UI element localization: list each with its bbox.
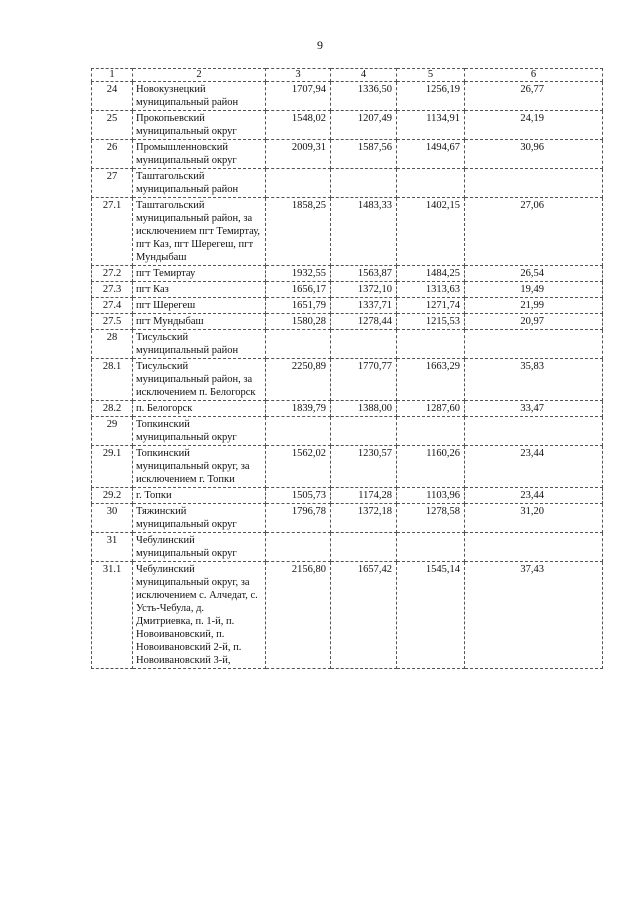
column-header: 5: [397, 69, 465, 82]
value-cell-col6: 21,99: [465, 298, 603, 314]
row-number-cell: 29.2: [92, 488, 133, 504]
value-cell-col4: [331, 330, 397, 359]
value-cell-col4: 1174,28: [331, 488, 397, 504]
column-header: 1: [92, 69, 133, 82]
value-cell-col3: 2009,31: [266, 140, 331, 169]
value-cell-col5: 1256,19: [397, 82, 465, 111]
value-cell-col5: 1215,53: [397, 314, 465, 330]
row-number-cell: 27: [92, 169, 133, 198]
value-cell-col3: [266, 417, 331, 446]
table-row: [92, 401, 603, 417]
value-cell-col3: 1839,79: [266, 401, 331, 417]
value-cell-col3: [266, 533, 331, 562]
value-cell-col6: 26,77: [465, 82, 603, 111]
municipality-name-cell: Таштагольский муниципальный район, за исключением пгт Темиртау, пгт Каз, пгт Шерегеш, пгт Мундыбаш: [133, 198, 266, 266]
table-header-row: [92, 69, 603, 82]
value-cell-col6: 23,44: [465, 488, 603, 504]
table-row: [92, 169, 603, 198]
row-number-cell: 27.4: [92, 298, 133, 314]
value-cell-col6: [465, 169, 603, 198]
row-number-cell: 28.2: [92, 401, 133, 417]
row-number-cell: 27.1: [92, 198, 133, 266]
value-cell-col3: 1932,55: [266, 266, 331, 282]
value-cell-col5: [397, 417, 465, 446]
value-cell-col5: 1287,60: [397, 401, 465, 417]
value-cell-col5: 1278,58: [397, 504, 465, 533]
row-number-cell: 28: [92, 330, 133, 359]
value-cell-col4: 1230,57: [331, 446, 397, 488]
municipality-name-cell: пгт Темиртау: [133, 266, 266, 282]
value-cell-col5: 1160,26: [397, 446, 465, 488]
value-cell-col4: [331, 417, 397, 446]
value-cell-col3: [266, 169, 331, 198]
value-cell-col4: 1657,42: [331, 562, 397, 669]
municipality-name-cell: Промышленновский муниципальный округ: [133, 140, 266, 169]
row-number-cell: 29.1: [92, 446, 133, 488]
municipality-name-cell: Чебулинский муниципальный округ, за исключением с. Алчедат, с. Усть-Чебула, д. Дмитриевка, п. 1-й, п. Новоивановский, п. Новоивановский 2-й, п. Новоивановский 3-й,: [133, 562, 266, 669]
table-row: [92, 140, 603, 169]
table-row: [92, 446, 603, 488]
row-number-cell: 25: [92, 111, 133, 140]
value-cell-col6: 33,47: [465, 401, 603, 417]
value-cell-col6: 24,19: [465, 111, 603, 140]
value-cell-col3: 2156,80: [266, 562, 331, 669]
value-cell-col4: 1336,50: [331, 82, 397, 111]
municipality-name-cell: Прокопьевский муниципальный округ: [133, 111, 266, 140]
column-header: 6: [465, 69, 603, 82]
table-row: [92, 504, 603, 533]
table-row: [92, 314, 603, 330]
value-cell-col5: 1103,96: [397, 488, 465, 504]
value-cell-col5: 1545,14: [397, 562, 465, 669]
value-cell-col5: 1313,63: [397, 282, 465, 298]
value-cell-col3: [266, 330, 331, 359]
municipality-name-cell: пгт Шерегеш: [133, 298, 266, 314]
value-cell-col3: 1651,79: [266, 298, 331, 314]
table-row: [92, 562, 603, 669]
value-cell-col6: [465, 417, 603, 446]
value-cell-col5: 1134,91: [397, 111, 465, 140]
value-cell-col5: [397, 330, 465, 359]
table-row: [92, 266, 603, 282]
column-header: 2: [133, 69, 266, 82]
value-cell-col3: 1562,02: [266, 446, 331, 488]
row-number-cell: 27.5: [92, 314, 133, 330]
table-row: [92, 282, 603, 298]
value-cell-col6: 26,54: [465, 266, 603, 282]
value-cell-col4: 1278,44: [331, 314, 397, 330]
municipality-name-cell: пгт Мундыбаш: [133, 314, 266, 330]
table-row: [92, 488, 603, 504]
table-row: [92, 298, 603, 314]
value-cell-col6: 19,49: [465, 282, 603, 298]
table-row: [92, 198, 603, 266]
row-number-cell: 30: [92, 504, 133, 533]
value-cell-col6: 37,43: [465, 562, 603, 669]
value-cell-col6: [465, 533, 603, 562]
row-number-cell: 29: [92, 417, 133, 446]
column-header: 4: [331, 69, 397, 82]
value-cell-col6: 23,44: [465, 446, 603, 488]
value-cell-col4: 1372,10: [331, 282, 397, 298]
value-cell-col4: 1587,56: [331, 140, 397, 169]
value-cell-col3: 2250,89: [266, 359, 331, 401]
municipality-name-cell: Новокузнецкий муниципальный район: [133, 82, 266, 111]
row-number-cell: 27.3: [92, 282, 133, 298]
municipality-name-cell: Тисульский муниципальный район, за исключением п. Белогорск: [133, 359, 266, 401]
value-cell-col3: 1796,78: [266, 504, 331, 533]
column-header: 3: [266, 69, 331, 82]
value-cell-col5: [397, 533, 465, 562]
municipality-name-cell: пгт Каз: [133, 282, 266, 298]
value-cell-col4: [331, 169, 397, 198]
value-cell-col3: 1656,17: [266, 282, 331, 298]
value-cell-col3: 1580,28: [266, 314, 331, 330]
value-cell-col5: 1402,15: [397, 198, 465, 266]
table-row: [92, 111, 603, 140]
value-cell-col6: 20,97: [465, 314, 603, 330]
value-cell-col6: 30,96: [465, 140, 603, 169]
tariff-table: [91, 68, 603, 669]
value-cell-col3: 1548,02: [266, 111, 331, 140]
value-cell-col3: 1707,94: [266, 82, 331, 111]
row-number-cell: 26: [92, 140, 133, 169]
table-row: [92, 359, 603, 401]
value-cell-col6: [465, 330, 603, 359]
row-number-cell: 31: [92, 533, 133, 562]
table-row: [92, 533, 603, 562]
table-row: [92, 417, 603, 446]
value-cell-col5: [397, 169, 465, 198]
municipality-name-cell: г. Топки: [133, 488, 266, 504]
value-cell-col4: 1483,33: [331, 198, 397, 266]
row-number-cell: 28.1: [92, 359, 133, 401]
value-cell-col5: 1271,74: [397, 298, 465, 314]
value-cell-col5: 1494,67: [397, 140, 465, 169]
municipality-name-cell: Чебулинский муниципальный округ: [133, 533, 266, 562]
value-cell-col4: 1563,87: [331, 266, 397, 282]
row-number-cell: 27.2: [92, 266, 133, 282]
value-cell-col3: 1505,73: [266, 488, 331, 504]
table-row: [92, 330, 603, 359]
row-number-cell: 31.1: [92, 562, 133, 669]
value-cell-col4: 1372,18: [331, 504, 397, 533]
value-cell-col6: 27,06: [465, 198, 603, 266]
value-cell-col3: 1858,25: [266, 198, 331, 266]
municipality-name-cell: Топкинский муниципальный округ, за исключением г. Топки: [133, 446, 266, 488]
value-cell-col4: 1770,77: [331, 359, 397, 401]
municipality-name-cell: Таштагольский муниципальный район: [133, 169, 266, 198]
value-cell-col5: 1484,25: [397, 266, 465, 282]
table-row: [92, 82, 603, 111]
municipality-name-cell: Топкинский муниципальный округ: [133, 417, 266, 446]
value-cell-col4: 1207,49: [331, 111, 397, 140]
value-cell-col5: 1663,29: [397, 359, 465, 401]
municipality-name-cell: Тяжинский муниципальный округ: [133, 504, 266, 533]
value-cell-col6: 31,20: [465, 504, 603, 533]
page-number: 9: [317, 38, 323, 52]
value-cell-col4: 1388,00: [331, 401, 397, 417]
value-cell-col6: 35,83: [465, 359, 603, 401]
municipality-name-cell: Тисульский муниципальный район: [133, 330, 266, 359]
value-cell-col4: 1337,71: [331, 298, 397, 314]
municipality-name-cell: п. Белогорск: [133, 401, 266, 417]
row-number-cell: 24: [92, 82, 133, 111]
value-cell-col4: [331, 533, 397, 562]
